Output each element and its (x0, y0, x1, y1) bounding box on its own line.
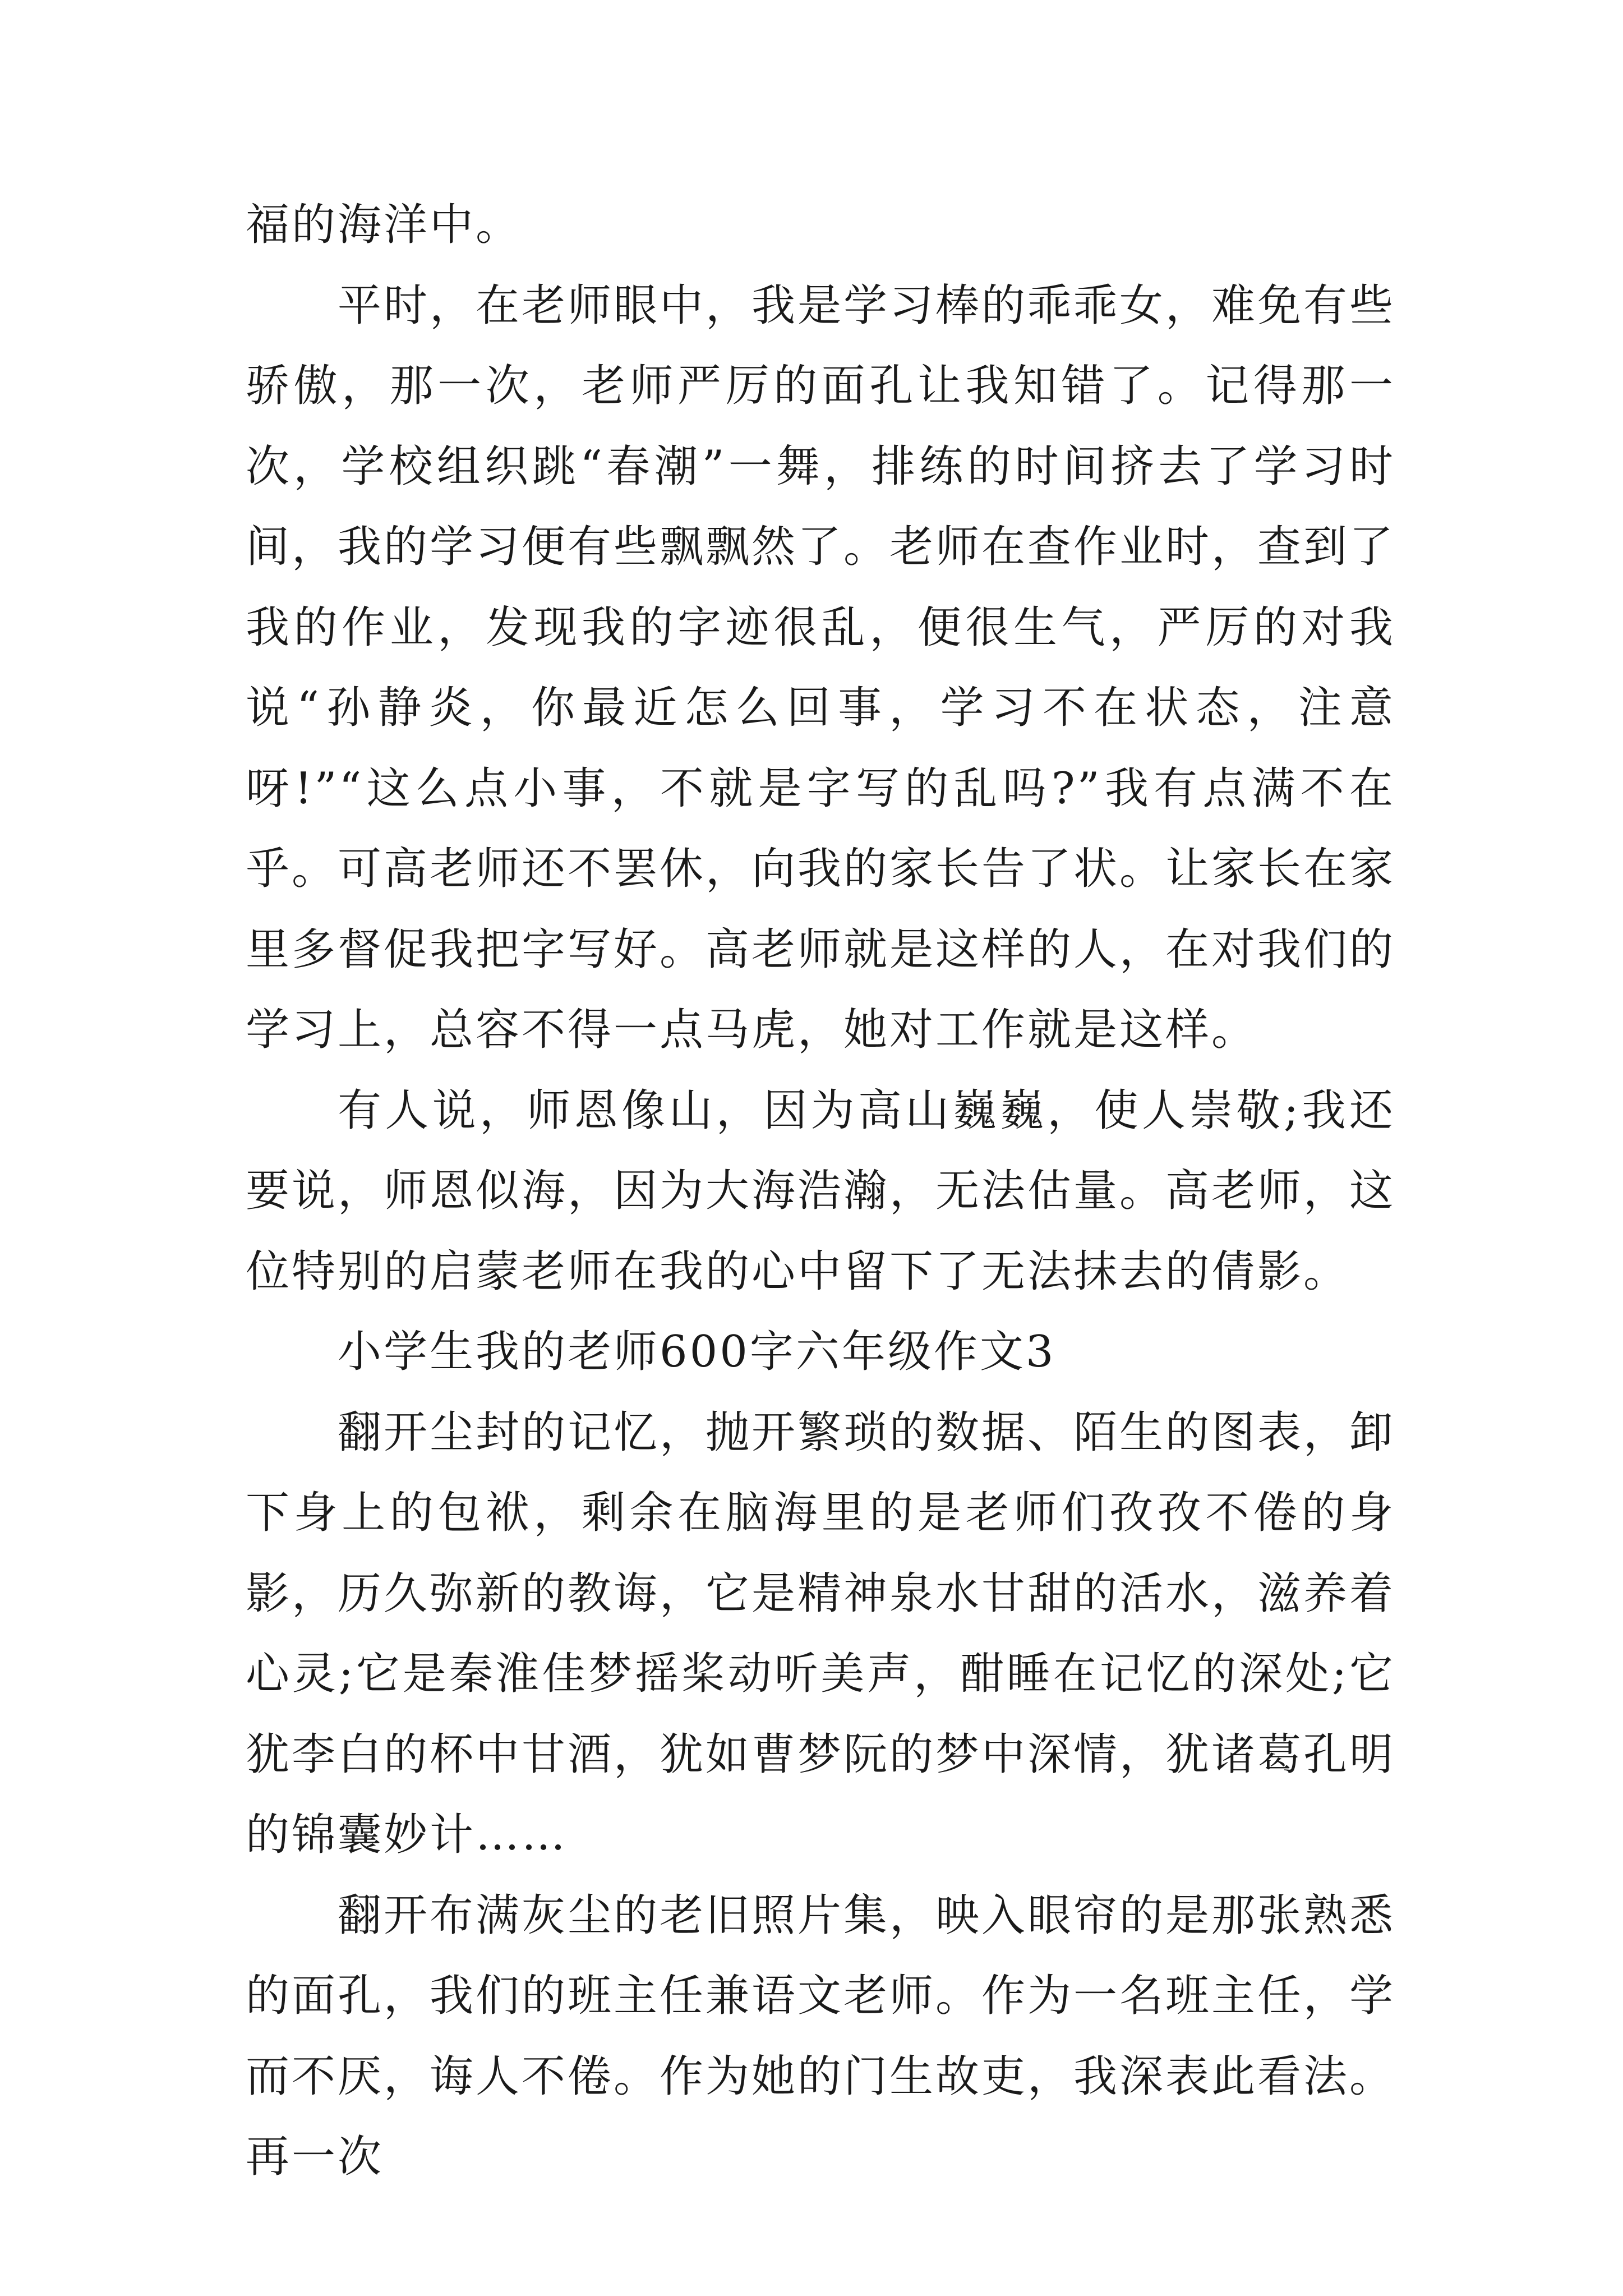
paragraph-2: 平时，在老师眼中，我是学习棒的乖乖女，难免有些骄傲，那一次，老师严厉的面孔让我知错了。记得那一次，学校组织跳“春潮”一舞，排练的时间挤去了学习时间，我的学习便有些飘飘然了。老师在查作业时，查到了我的作业，发现我的字迹很乱，便很生气，严厉的对我说“孙静炎，你最近怎么回事，学习不在状态，注意呀!”“这么点小事，不就是字写的乱吗?”我有点满不在乎。可高老师还不罢休，向我的家长告了状。让家长在家里多督促我把字写好。高老师就是这样的人，在对我们的学习上，总容不得一点马虎，她对工作就是这样。 (246, 280, 1396, 1055)
paragraph-6: 翻开布满灰尘的老旧照片集，映入眼帘的是那张熟悉的面孔，我们的班主任兼语文老师。作为一名班主任，学而不厌，诲人不倦。作为她的门生故吏，我深表此看法。再一次 (246, 1890, 1396, 2182)
paragraph-3: 有人说，师恩像山，因为高山巍巍，使人崇敬;我还要说，师恩似海，因为大海浩瀚，无法估量。高老师，这位特别的启蒙老师在我的心中留下了无法抹去的倩影。 (246, 1085, 1396, 1297)
document-body (246, 185, 1395, 2198)
paragraph-1: 福的海洋中。 (246, 200, 522, 250)
paragraph-5: 翻开尘封的记忆，抛开繁琐的数据、陌生的图表，卸下身上的包袱，剩余在脑海里的是老师们孜孜不倦的身影，历久弥新的教诲，它是精神泉水甘甜的活水，滋养着心灵;它是秦淮佳梦摇桨动听美声，酣睡在记忆的深处;它犹李白的杯中甘酒，犹如曹梦阮的梦中深情，犹诸葛孔明的锦囊妙计…… (246, 1407, 1396, 1860)
section-heading: 小学生我的老师600字六年级作文3 (338, 1327, 1056, 1377)
